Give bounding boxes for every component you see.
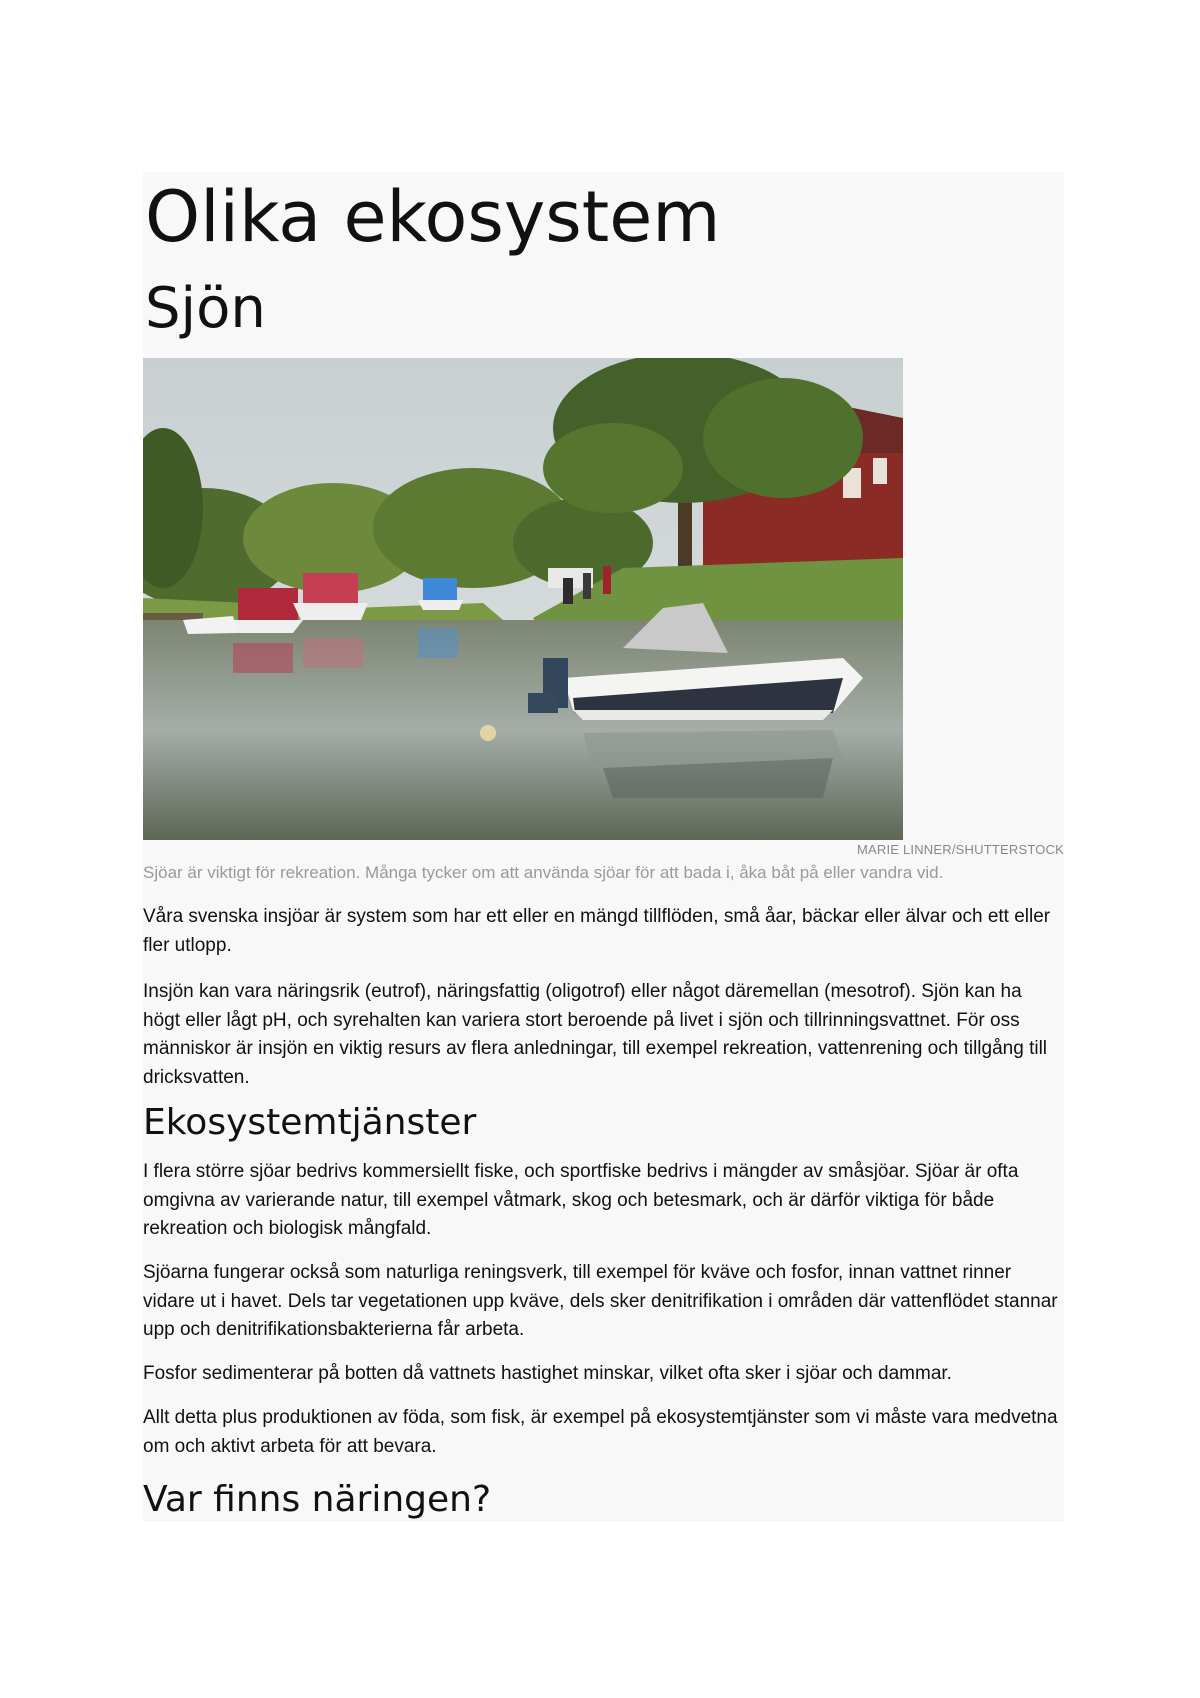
section-heading-ecosystem-services: Ekosystemtjänster bbox=[143, 1102, 477, 1143]
section1-paragraph-3: Fosfor sedimenterar på botten då vattnets hastighet minskar, vilket ofta sker i sjöar och dammar. bbox=[143, 1363, 952, 1384]
page-subtitle: Sjön bbox=[145, 276, 266, 341]
lake-photo bbox=[143, 358, 903, 840]
section1-paragraph-4: Allt detta plus produktionen av föda, som fisk, är exempel på ekosystemtjänster som vi måste vara medvetna om och aktivt arbeta för att bevara. bbox=[143, 1407, 1058, 1457]
intro-paragraph-1: Våra svenska insjöar är system som har ett eller en mängd tillflöden, små åar, bäckar eller älvar och ett eller fler utlopp. bbox=[143, 906, 1051, 956]
page-title: Olika ekosystem bbox=[145, 176, 721, 258]
section1-paragraph-2: Sjöarna fungerar också som naturliga reningsverk, till exempel för kväve och fosfor, innan vattnet rinner vidare ut i havet. Dels tar vegetationen upp kväve, dels sker denitrifikation i områden där vattenflödet stannar upp och denitrifikationsbakterierna får arbeta. bbox=[143, 1262, 1058, 1340]
lake-with-boats-photo-icon bbox=[143, 358, 903, 840]
section1-paragraph-1: I flera större sjöar bedrivs kommersiellt fiske, och sportfiske bedrivs i mängder av småsjöar. Sjöar är ofta omgivna av varierande natur, till exempel våtmark, skog och betesmark, och är därför viktiga för både rekreation och biologisk mångfald. bbox=[143, 1161, 1019, 1239]
photo-credit: MARIE LINNER/SHUTTERSTOCK bbox=[856, 842, 1064, 857]
photo-caption: Sjöar är viktigt för rekreation. Många tycker om att använda sjöar för att bada i, åka båt på eller vandra vid. bbox=[143, 863, 944, 882]
section-heading-nutrients: Var finns näringen? bbox=[143, 1479, 492, 1520]
intro-paragraph-2: Insjön kan vara näringsrik (eutrof), näringsfattig (oligotrof) eller något däremellan (mesotrof). Sjön kan ha högt eller lågt pH, och syrehalten kan variera stort beroende på livet i sjön och tillrinningsvattnet. För oss människor är insjön en viktig resurs av flera anledningar, till exempel rekreation, vattenrening och tillgång till dricksvatten. bbox=[143, 981, 1048, 1088]
